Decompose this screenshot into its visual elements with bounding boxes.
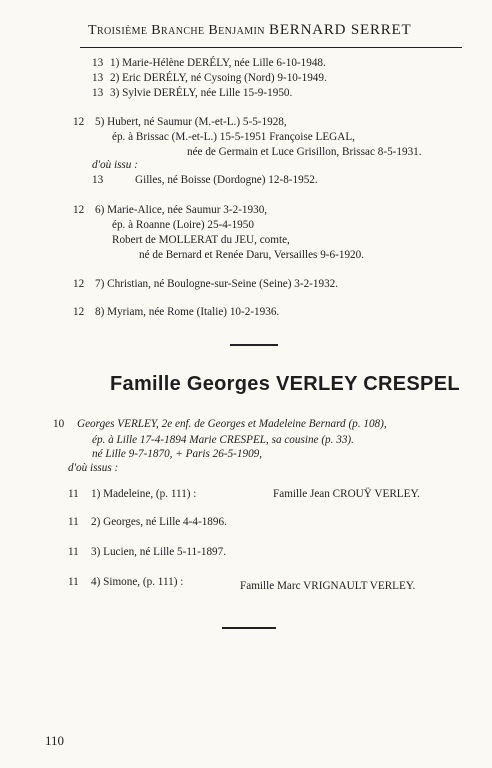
child-simone: 11 4) Simone, (p. 111) : [68, 576, 184, 588]
header-branch: Troisième Branche Benjamin [88, 23, 265, 38]
entry-marie-alice-spouse: Robert de MOLLERAT du JEU, comte, [112, 234, 290, 246]
page-number: 110 [45, 733, 65, 748]
child-simone-ref: Famille Marc VRIGNAULT VERLEY. [240, 580, 416, 592]
entry-georges-marriage: ép. à Lille 17-4-1894 Marie CRESPEL, sa cousine (p. 33). [92, 434, 354, 446]
entry-marie-alice: 12 6) Marie-Alice, née Saumur 3-2-1930, [73, 204, 268, 216]
entry-myriam: 12 8) Myriam, née Rome (Italie) 10-2-1936. [73, 306, 280, 318]
entry-marie-helene: 13 1) Marie-Hélène DERÉLY, née Lille 6-10-1948. [92, 57, 326, 69]
child-madeleine-ref: Famille Jean CROUŸ VERLEY. [273, 488, 420, 500]
entry-georges-birth: né Lille 9-7-1870, + Paris 26-5-1909, [92, 448, 263, 460]
entry-hubert: 12 5) Hubert, né Saumur (M.-et-L.) 5-5-1928, [73, 116, 287, 128]
section-title: Famille Georges VERLEY CRESPEL [110, 373, 460, 395]
entry-marie-alice-marriage: ép. à Roanne (Loire) 25-4-1950 [112, 219, 254, 231]
entry-marie-alice-spouse-birth: né de Bernard et Renée Daru, Versailles 9-6-1920. [139, 249, 365, 261]
child-madeleine: 11 1) Madeleine, (p. 111) : [68, 488, 197, 500]
header-family: BERNARD SERRET [269, 22, 412, 38]
entry-hubert-spouse: née de Germain et Luce Grisillon, Brissac 8-5-1931. [187, 146, 422, 158]
entry-christian: 12 7) Christian, né Boulogne-sur-Seine (Seine) 3-2-1932. [73, 278, 339, 290]
entry-hubert-marriage: ép. à Brissac (M.-et-L.) 15-5-1951 Françoise LEGAL, [112, 131, 355, 143]
entry-georges-issus: d'où issus : [68, 462, 119, 474]
header-rule [80, 47, 462, 48]
entry-georges-verley: 10 Georges VERLEY, 2e enf. de Georges et Madeleine Bernard (p. 108), [53, 418, 387, 430]
child-lucien: 11 3) Lucien, né Lille 5-11-1897. [68, 546, 227, 558]
entry-eric: 13 2) Eric DERÉLY, né Cysoing (Nord) 9-10-1949. [92, 72, 327, 84]
section-divider [230, 344, 278, 346]
child-georges: 11 2) Georges, né Lille 4-4-1896. [68, 516, 227, 528]
entry-sylvie: 13 3) Sylvie DERÉLY, née Lille 15-9-1950. [92, 87, 293, 99]
end-divider [222, 627, 276, 629]
running-header [88, 22, 458, 39]
entry-hubert-issu: d'où issu : [92, 159, 138, 171]
entry-gilles: 13 Gilles, né Boisse (Dordogne) 12-8-1952. [92, 174, 318, 186]
